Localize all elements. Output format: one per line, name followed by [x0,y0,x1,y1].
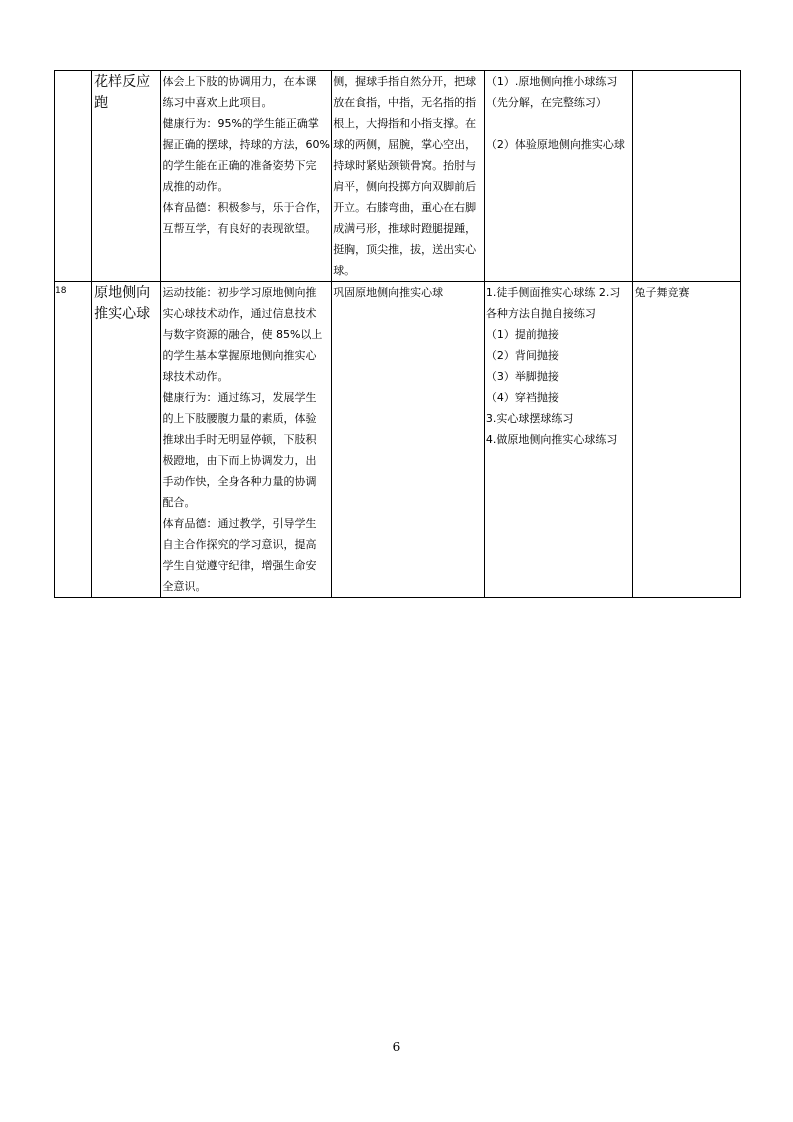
text-line: 肩平，侧向投掷方向双脚前后 [333,180,477,193]
text-line: 成满弓形，推球时蹬腿提踵， [333,222,477,235]
text-line: 极蹬地，由下而上协调发力，出 [162,454,317,467]
text-line: 的学生基本掌握原地侧向推实心 [162,349,317,362]
text-line: 1.徒手侧面推实心球练 2.习 [485,286,621,299]
lesson-title-cell [92,71,161,282]
lesson-key-points-cell [332,282,485,598]
text-line: 的学生能在正确的准备姿势下完 [162,159,317,172]
text-line: 3.实心球摆球练习 [485,412,574,425]
text-line: 体会上下肢的协调用力，在本课 [162,75,317,88]
lesson-plan-table [54,70,741,598]
text-line: 互帮互学，有良好的表现欲望。 [162,222,317,235]
text-line: 球。 [333,264,356,277]
text-line: 成推的动作。 [162,180,229,193]
text-line: （3）举脚抛接 [485,370,559,383]
page-number: 6 [392,1040,401,1054]
text-line: 手动作快，全身各种力量的协调 [162,475,317,488]
lesson-note-cell [633,282,741,598]
text-line: 4.做原地侧向推实心球练习 [485,433,618,446]
lesson-key-points-text [332,282,484,303]
text-line [486,113,632,134]
table-row [55,71,741,282]
text-line: 开立。右膝弯曲，重心在右脚 [333,201,477,214]
lesson-title-cell [92,282,161,598]
lesson-title: 原地侧向推实心球 [94,285,151,322]
text-line: 运动技能：初步学习原地侧向推 [162,286,317,299]
lesson-goal-text [161,282,331,597]
text-line: 健康行为：通过练习，发展学生 [162,391,317,404]
lesson-note-cell [633,71,741,282]
text-line: （1）提前抛接 [485,328,559,341]
lesson-goal-text [161,71,331,239]
text-line: 与数字资源的融合，使 85%以上 [162,328,323,341]
lesson-number-cell [55,71,92,282]
table-row [55,282,741,598]
text-line: 推球出手时无明显停顿，下肢积 [162,433,317,446]
text-line: 球技术动作。 [162,370,229,383]
text-line: 健康行为：95%的学生能正确掌 [162,117,319,130]
text-line: 配合。 [162,496,196,509]
text-line: 练习中喜欢上此项目。 [162,96,273,109]
text-line: （1）.原地侧向推小球练习 [485,75,618,88]
text-line: 握正确的摆球，持球的方法，60% [162,138,330,151]
text-line: （2）背间抛接 [485,349,559,362]
text-line: 自主合作探究的学习意识，提高 [162,538,317,551]
lesson-number: 18 [55,286,67,296]
lesson-title: 花样反应跑 [94,74,151,111]
text-line: 巩固原地侧向推实心球 [333,286,444,299]
text-line: （4）穿裆抛接 [485,391,559,404]
lesson-number-cell [55,282,92,598]
text-line: （先分解，在完整练习） [485,96,607,109]
text-line: 球的两侧，屈腕，掌心空出， [333,138,477,151]
lesson-method-text [485,71,633,155]
lesson-goal-cell [161,282,332,598]
text-line: 学生自觉遵守纪律，增强生命安 [162,559,317,572]
lesson-note: 兔子舞竞赛 [634,286,690,299]
text-line: 根上，大拇指和小指支撑。在 [333,117,477,130]
lesson-plan-body [55,71,741,598]
lesson-key-points-cell [332,71,485,282]
text-line: 的上下肢腰腹力量的素质，体验 [162,412,317,425]
text-line: 侧，握球手指自然分开，把球 [333,75,477,88]
text-line: 各种方法自抛自接练习 [485,307,596,320]
lesson-method-cell [484,282,633,598]
text-line: 挺胸，顶尖推，拔，送出实心 [333,243,477,256]
lesson-method-cell [484,71,633,282]
lesson-key-points-text [332,71,484,281]
lesson-method-text [485,282,633,450]
text-line: 全意识。 [162,580,207,593]
text-line: 体育品德：积极参与，乐于合作， [162,201,328,214]
text-line: 放在食指，中指，无名指的指 [333,96,477,109]
text-line: 体育品德：通过教学，引导学生 [162,517,317,530]
text-line: （2）体验原地侧向推实心球 [485,138,625,151]
text-line: 实心球技术动作，通过信息技术 [162,307,317,320]
text-line: 持球时紧贴颈锁骨窝。抬肘与 [333,159,477,172]
lesson-goal-cell [161,71,332,282]
